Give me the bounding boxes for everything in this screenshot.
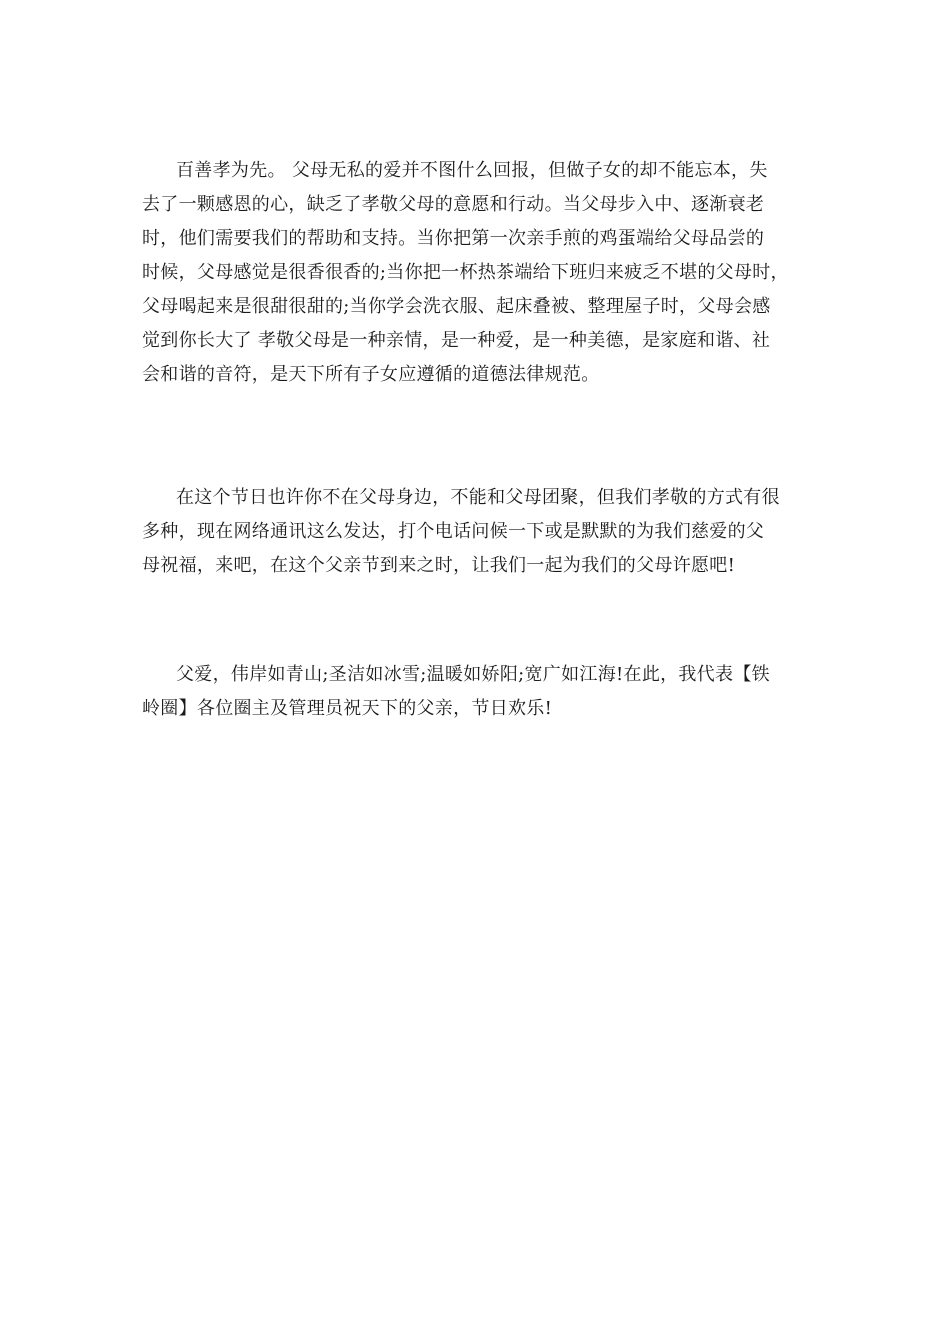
paragraph-line: 时，他们需要我们的帮助和支持。当你把第一次亲手煎的鸡蛋端给父母品尝的 xyxy=(142,228,765,249)
paragraph-line: 母祝福，来吧，在这个父亲节到来之时，让我们一起为我们的父母许愿吧! xyxy=(142,555,736,576)
paragraph-line: 时候，父母感觉是很香很香的;当你把一杯热茶端给下班归来疲乏不堪的父母时， xyxy=(142,262,789,283)
paragraph-line: 父母喝起来是很甜很甜的;当你学会洗衣服、起床叠被、整理屋子时，父母会感 xyxy=(142,296,771,317)
paragraph-line: 父爱，伟岸如青山;圣洁如冰雪;温暖如娇阳;宽广如江海!在此，我代表【铁 xyxy=(176,664,770,685)
paragraph-line: 去了一颗感恩的心，缺乏了孝敬父母的意愿和行动。当父母步入中、逐渐衰老 xyxy=(142,194,765,215)
paragraph-filial-piety xyxy=(142,154,814,392)
paragraph-line: 觉到你长大了 孝敬父母是一种亲情，是一种爱，是一种美德，是家庭和谐、社 xyxy=(142,330,771,351)
paragraph-line: 多种，现在网络通讯这么发达，打个电话问候一下或是默默的为我们慈爱的父 xyxy=(142,521,765,542)
paragraph-fatherly-love xyxy=(142,658,814,726)
paragraph-line: 百善孝为先。 父母无私的爱并不图什么回报，但做子女的却不能忘本，失 xyxy=(176,160,768,181)
paragraph-fathers-day-wishes xyxy=(142,481,814,583)
paragraph-line: 岭圈】各位圈主及管理员祝天下的父亲，节日欢乐! xyxy=(142,698,553,719)
paragraph-line: 在这个节日也许你不在父母身边，不能和父母团聚，但我们孝敬的方式有很 xyxy=(176,487,780,508)
paragraph-line: 会和谐的音符，是天下所有子女应遵循的道德法律规范。 xyxy=(142,364,600,385)
